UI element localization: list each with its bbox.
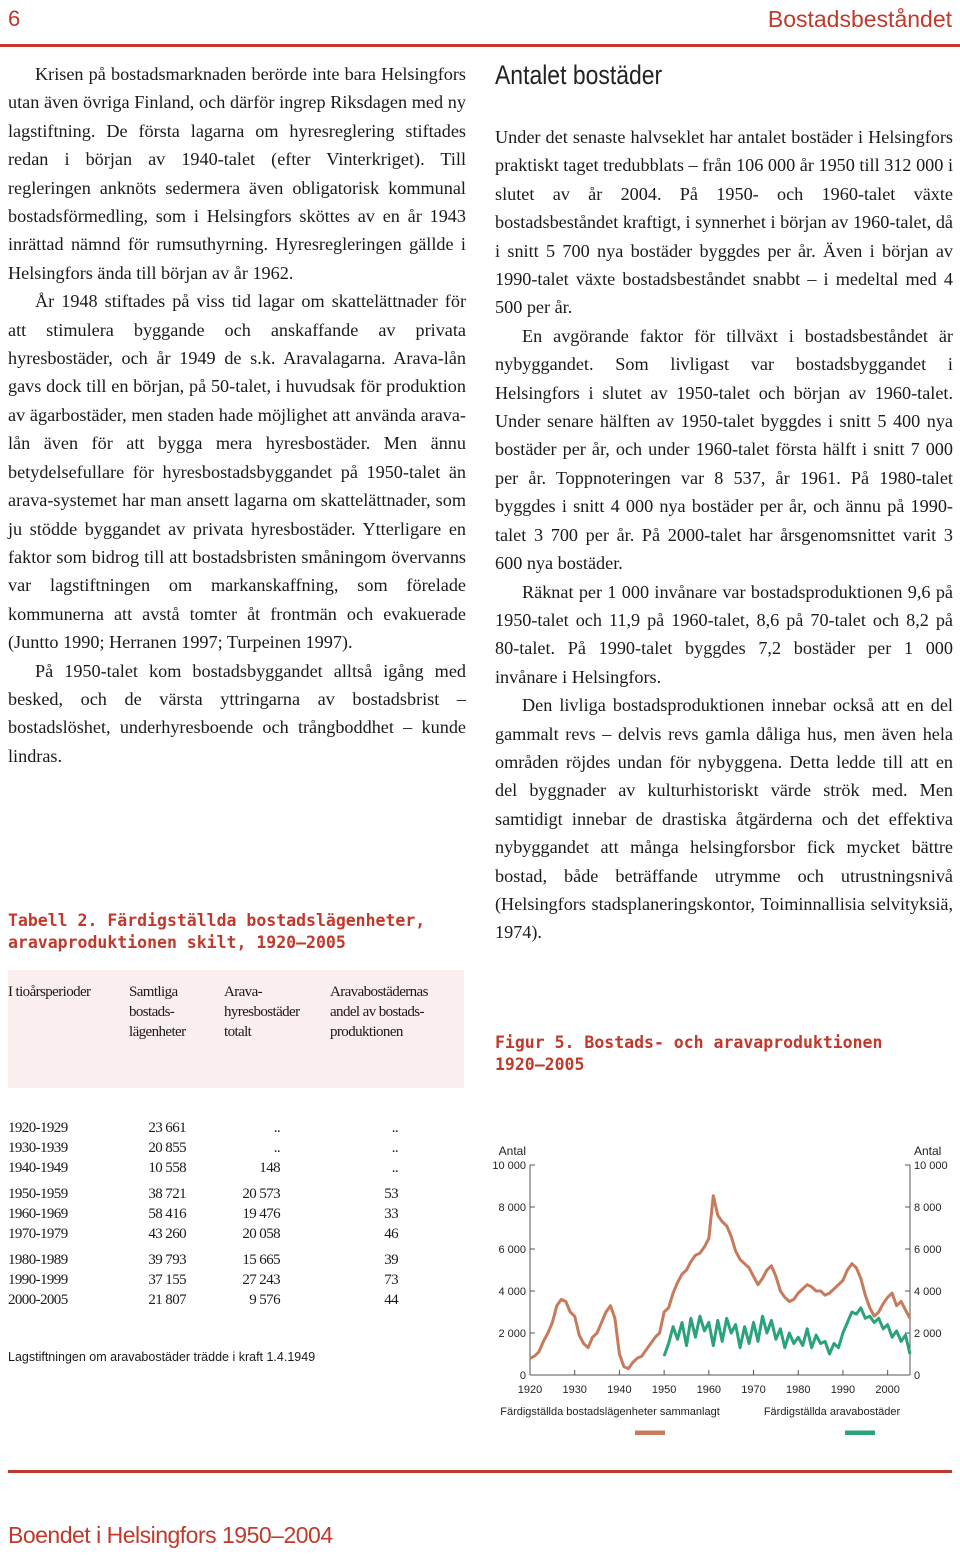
table-cell-arava: 27 243: [242, 1272, 280, 1288]
table-cell-arava: 19 476: [242, 1206, 280, 1222]
table-title-line-1: Tabell 2. Färdigställda bostadslägenheter,: [8, 911, 426, 930]
table-cell-share: 46: [384, 1226, 398, 1242]
table-cell-share: 39: [384, 1252, 398, 1268]
chart-y-tick-label-left: 6 000: [498, 1244, 526, 1256]
table-body: [8, 1120, 448, 1312]
table-cell-total: 20 855: [148, 1140, 186, 1156]
page-number: 6: [8, 6, 21, 31]
chart-y-tick-label-left: 8 000: [498, 1202, 526, 1214]
table-cell-share: ..: [391, 1120, 398, 1136]
chart-y-tick-label-right: 6 000: [914, 1244, 942, 1256]
table-cell-share: 73: [384, 1272, 398, 1288]
table-row: [8, 1186, 448, 1206]
footer-text: Boendet i Helsingfors 1950–2004: [8, 1522, 333, 1548]
table-cell-arava: ..: [273, 1140, 280, 1156]
table-row: [8, 1120, 448, 1140]
section-title: Bostadsbeståndet: [767, 6, 952, 32]
table-header-total: Samtliga bostads- lägenheter: [129, 984, 186, 1040]
table-header: [8, 970, 464, 1088]
table-cell-arava: ..: [273, 1120, 280, 1136]
chart-y-tick-label-left: 0: [519, 1370, 526, 1382]
left-column: [8, 60, 466, 770]
table-cell-period: 1930-1939: [8, 1140, 68, 1156]
left-paragraph-2: År 1948 stiftades på viss tid lagar om skattelättnader för att stimulera byggande och anskaffande av privata hyresbostäder, och år 1949 de s.k. Aravalagarna. Arava-lån gavs dock till en början, på 50-talet, i huvudsak för produktion av ägarbostäder, men staden hade möjlighet att använda arava-lån även för att bygga mera hyresbostäder. Men ännu betydelsefullare för hyresbostadsbyggandet på 1950-talet än arava-systemet har man ansett lagarna om skattelättnader, som ju stödde byggandet av privata hyresbostäder. Ytterligare en faktor som bidrog till att bostadsbristen småningom övervanns var lagstiftningen om markanskaffning, som förelade kommunerna att avstå tomter åt frontmän och evakuerade (Juntto 1990; Herranen 1997; Turpeinen 1997).: [8, 291, 466, 653]
table-cell-total: 39 793: [148, 1252, 186, 1268]
table-row: [8, 1140, 448, 1160]
chart-y-tick-label-left: 2 000: [498, 1328, 526, 1340]
header-rule: [0, 44, 960, 47]
chart-y-title-left: Antal: [498, 1144, 526, 1158]
table-cell-period: 2000-2005: [8, 1292, 68, 1308]
chart-x-tick-label: 2000: [875, 1384, 900, 1396]
table-cell-share: 33: [384, 1206, 398, 1222]
chart-x-tick-label: 1970: [741, 1384, 766, 1396]
chart-x-tick-label: 1960: [696, 1384, 722, 1396]
table-cell-period: 1960-1969: [8, 1206, 68, 1222]
table-cell-share: ..: [391, 1160, 398, 1176]
table-row: [8, 1206, 448, 1226]
left-paragraph-3: På 1950-talet kom bostadsbyggandet alltså igång med besked, och de värsta yttringarna av bostadsbrist – bostadslöshet, underhyresboende och trångboddhet – kunde lindras.: [8, 660, 466, 766]
table-cell-arava: 9 576: [249, 1292, 280, 1308]
chart-x-tick-label: 1920: [517, 1384, 543, 1396]
chart-x-tick-label: 1940: [607, 1384, 632, 1396]
table-cell-total: 21 807: [148, 1292, 186, 1308]
table-cell-period: 1970-1979: [8, 1226, 68, 1242]
right-paragraph-2: En avgörande faktor för tillväxt i bostadsbeståndet är nybyggandet. Som livligast var bostadsbyggandet i Helsingfors i slutet av 1950-talet och början av 1960-talet. Under senare hälften av 1950-talet byggdes i snitt 5 400 nya bostäder per år, och under 1960-talet första hälft i snitt 7 000 per år. Toppnoteringen var 8 537, år 1961. På 1980-talet byggdes i snitt 4 000 nya bostäder per år, och ännu på 1990-talet 3 700 per år. På 2000-talet har årsgenomsnittet varit 3 600 nya bostäder.: [495, 325, 953, 574]
table-cell-total: 37 155: [148, 1272, 186, 1288]
production-chart: [490, 1135, 960, 1435]
table-cell-period: 1920-1929: [8, 1120, 68, 1136]
table-cell-arava: 148: [259, 1160, 280, 1176]
table-cell-total: 23 661: [148, 1120, 186, 1136]
table-header-period: I tioårsperioder: [8, 984, 91, 1000]
chart-y-tick-label-left: 4 000: [498, 1286, 526, 1298]
table-cell-total: 58 416: [148, 1206, 186, 1222]
right-heading: Antalet bostäder: [495, 60, 663, 90]
table-cell-period: 1980-1989: [8, 1252, 68, 1268]
left-paragraph-1: Krisen på bostadsmarknaden berörde inte bara Helsingfors utan även övriga Finland, och därför ingrep Riksdagen med ny lagstiftning. De första lagarna om hyresreglering stiftades redan i början av 1940-talet (efter Vinterkriget). Till regleringen anknöts sedermera även obligatorisk kommunal bostadsförmedling, som i Helsingfors sköttes av en år 1943 inrättad nämnd för rumsuthyrning. Hyresregleringen gällde i Helsingfors ända till början av år 1962.: [8, 64, 466, 283]
chart-y-tick-label-right: 0: [914, 1370, 921, 1382]
table-cell-arava: 15 665: [242, 1252, 280, 1268]
table-cell-period: 1940-1949: [8, 1160, 68, 1176]
chart-legend-label-total: Färdigställda bostadslägenheter sammanlagt: [500, 1406, 720, 1418]
footer-rule: [8, 1470, 952, 1473]
table-cell-period: 1950-1959: [8, 1186, 68, 1202]
table-cell-period: 1990-1999: [8, 1272, 68, 1288]
chart-svg: [490, 1135, 960, 1435]
chart-x-tick-label: 1950: [651, 1384, 677, 1396]
right-column: [495, 123, 953, 947]
chart-x-tick-label: 1930: [562, 1384, 587, 1396]
chart-x-tick-label: 1990: [830, 1384, 856, 1396]
table-cell-total: 38 721: [148, 1186, 186, 1202]
table-title: [8, 910, 425, 954]
right-paragraph-3: Räknat per 1 000 invånare var bostadsproduktionen 9,6 på 1950-talet och 11,9 på 1960-talet, 8,6 på 70-talet och 8,2 på 80-talet. På 1990-talet byggdes 7,2 bostäder per 1 000 invånare i Helsingfors.: [495, 581, 953, 687]
table-cell-share: ..: [391, 1140, 398, 1156]
table-row: [8, 1272, 448, 1292]
table-title-line-2: aravaproduktionen skilt, 1920–2005: [8, 933, 346, 952]
chart-x-tick-label: 1980: [785, 1384, 811, 1396]
right-paragraph-1: Under det senaste halvseklet har antalet bostäder i Helsingfors praktiskt taget tredubblats – från 106 000 år 1950 till 312 000 i slutet av år 2004. På 1950- och 1960-talet växte bostadsbeståndet kraftigt, i synnerhet i början av 1960-talet, då i snitt 5 700 nya bostäder byggdes per år. Även i början av 1990-talet växte bostadsbeståndet snabbt – i medeltal med 4 500 per år.: [495, 127, 953, 318]
figure-title: [495, 1032, 882, 1076]
table-cell-share: 53: [384, 1186, 398, 1202]
figure-title-line-2: 1920–2005: [495, 1055, 585, 1074]
chart-y-tick-label-right: 2 000: [914, 1328, 942, 1340]
chart-y-tick-label-right: 4 000: [914, 1286, 942, 1298]
table-cell-arava: 20 058: [242, 1226, 280, 1242]
table-note: Lagstiftningen om aravabostäder trädde i kraft 1.4.1949: [8, 1350, 316, 1364]
table-header-share: Aravabostädernas andel av bostads- produktionen: [330, 984, 428, 1040]
chart-y-tick-label-right: 8 000: [914, 1202, 942, 1214]
table-cell-arava: 20 573: [242, 1186, 280, 1202]
chart-legend-label-arava: Färdigställda aravabostäder: [763, 1406, 901, 1418]
table-cell-total: 43 260: [148, 1226, 186, 1242]
table-row: [8, 1226, 448, 1246]
table-cell-share: 44: [384, 1292, 398, 1308]
table-header-arava: Arava- hyresbostäder totalt: [224, 984, 300, 1040]
table-row: [8, 1252, 448, 1272]
figure-title-line-1: Figur 5. Bostads- och aravaproduktionen: [495, 1033, 883, 1052]
table-row: [8, 1292, 448, 1312]
chart-y-tick-label-left: 10 000: [492, 1160, 526, 1172]
right-paragraph-4: Den livliga bostadsproduktionen innebar också att en del gammalt revs – delvis revs gamla dåliga hus, men även hela områden röjdes undan för nybyggena. Detta ledde till att en del byggnader av kulturhistoriskt värde strök med. Men samtidigt innebar de drastiska åtgärderna och det effektiva nybyggandet att många helsingforsbor fick mycket bättre bostad, både beträffande utrymme och utrustningsnivå (Helsingfors stadsplaneringskontor, Toiminnallisia selvityksiä, 1974).: [495, 695, 953, 943]
chart-series-total-line: [530, 1196, 910, 1369]
chart-y-title-right: Antal: [914, 1144, 942, 1158]
chart-y-tick-label-right: 10 000: [914, 1160, 948, 1172]
table-cell-total: 10 558: [148, 1160, 186, 1176]
table-row: [8, 1160, 448, 1180]
